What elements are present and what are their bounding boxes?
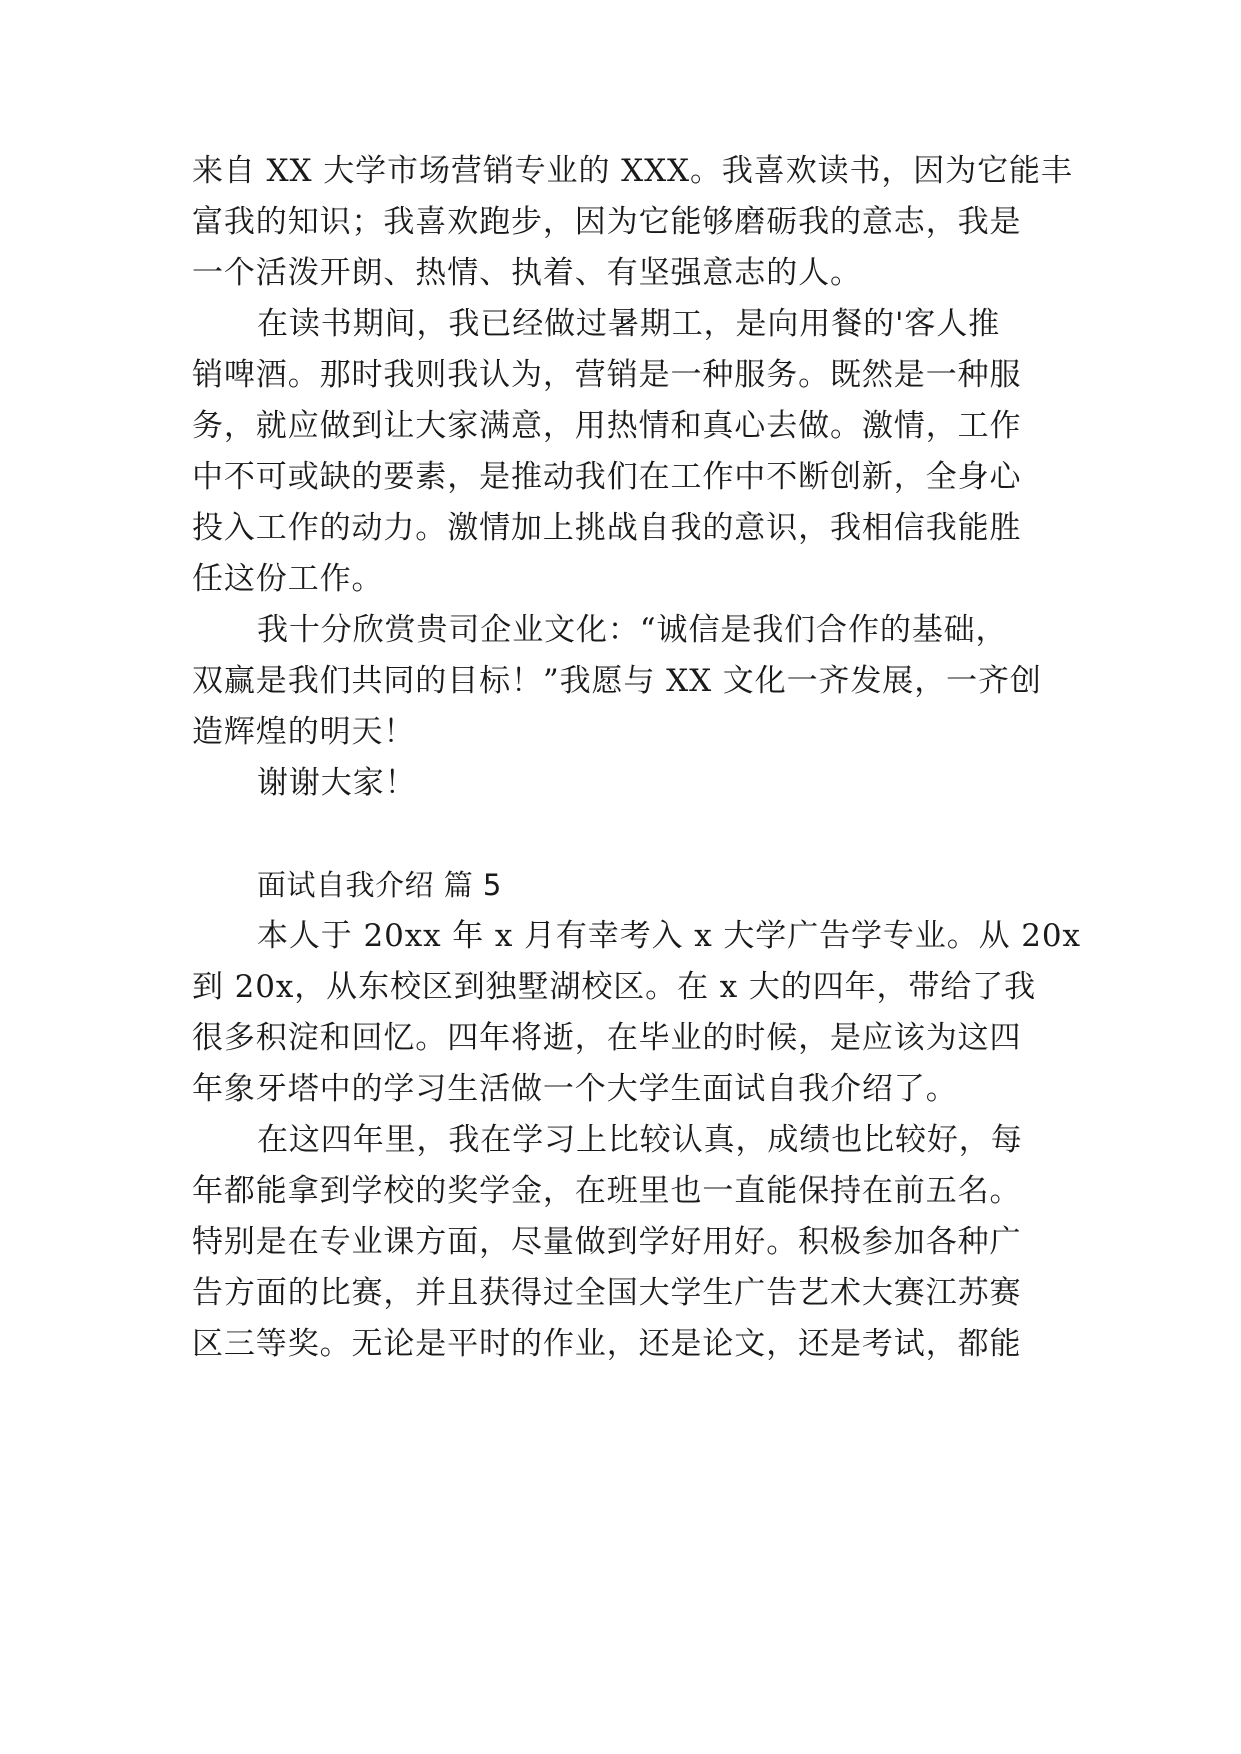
text-line: 我十分欣赏贵司企业文化：“诚信是我们合作的基础， <box>257 612 1008 648</box>
text-line: 双赢是我们共同的目标！”我愿与 XX 文化一齐发展，一齐创 <box>192 663 1042 699</box>
text-line: 年象牙塔中的学习生活做一个大学生面试自我介绍了。 <box>192 1071 958 1107</box>
text-line: 造辉煌的明天！ <box>192 714 416 750</box>
text-line: 到 20x，从东校区到独墅湖校区。在 x 大的四年，带给了我 <box>192 969 1036 1005</box>
text-line: 投入工作的动力。激情加上挑战自我的意识，我相信我能胜 <box>192 510 1022 546</box>
text-line: 来自 XX 大学市场营销专业的 XXX。我喜欢读书，因为它能丰 <box>192 153 1073 189</box>
text-line: 区三等奖。无论是平时的作业，还是论文，还是考试，都能 <box>192 1326 1022 1362</box>
text-line: 谢谢大家！ <box>257 765 417 801</box>
text-line: 一个活泼开朗、热情、执着、有坚强意志的人。 <box>192 255 862 291</box>
text-line: 在读书期间，我已经做过暑期工，是向用餐的'客人推 <box>257 306 1001 342</box>
text-line: 任这份工作。 <box>192 561 384 597</box>
text-line: 很多积淀和回忆。四年将逝，在毕业的时候，是应该为这四 <box>192 1020 1022 1056</box>
text-line: 告方面的比赛，并且获得过全国大学生广告艺术大赛江苏赛 <box>192 1275 1022 1311</box>
text-line: 年都能拿到学校的奖学金，在班里也一直能保持在前五名。 <box>192 1173 1022 1209</box>
text-line: 中不可或缺的要素，是推动我们在工作中不断创新，全身心 <box>192 459 1022 495</box>
text-line: 销啤酒。那时我则我认为，营销是一种服务。既然是一种服 <box>192 357 1022 393</box>
text-line: 务，就应做到让大家满意，用热情和真心去做。激情，工作 <box>192 408 1022 444</box>
text-line: 本人于 20xx 年 x 月有幸考入 x 大学广告学专业。从 20x <box>257 918 1081 954</box>
section-heading: 面试自我介绍 篇 5 <box>257 868 502 902</box>
text-line: 在这四年里，我在学习上比较认真，成绩也比较好，每 <box>257 1122 1023 1158</box>
text-line: 富我的知识；我喜欢跑步，因为它能够磨砺我的意志，我是 <box>192 204 1022 240</box>
text-line: 特别是在专业课方面，尽量做到学好用好。积极参加各种广 <box>192 1224 1022 1260</box>
